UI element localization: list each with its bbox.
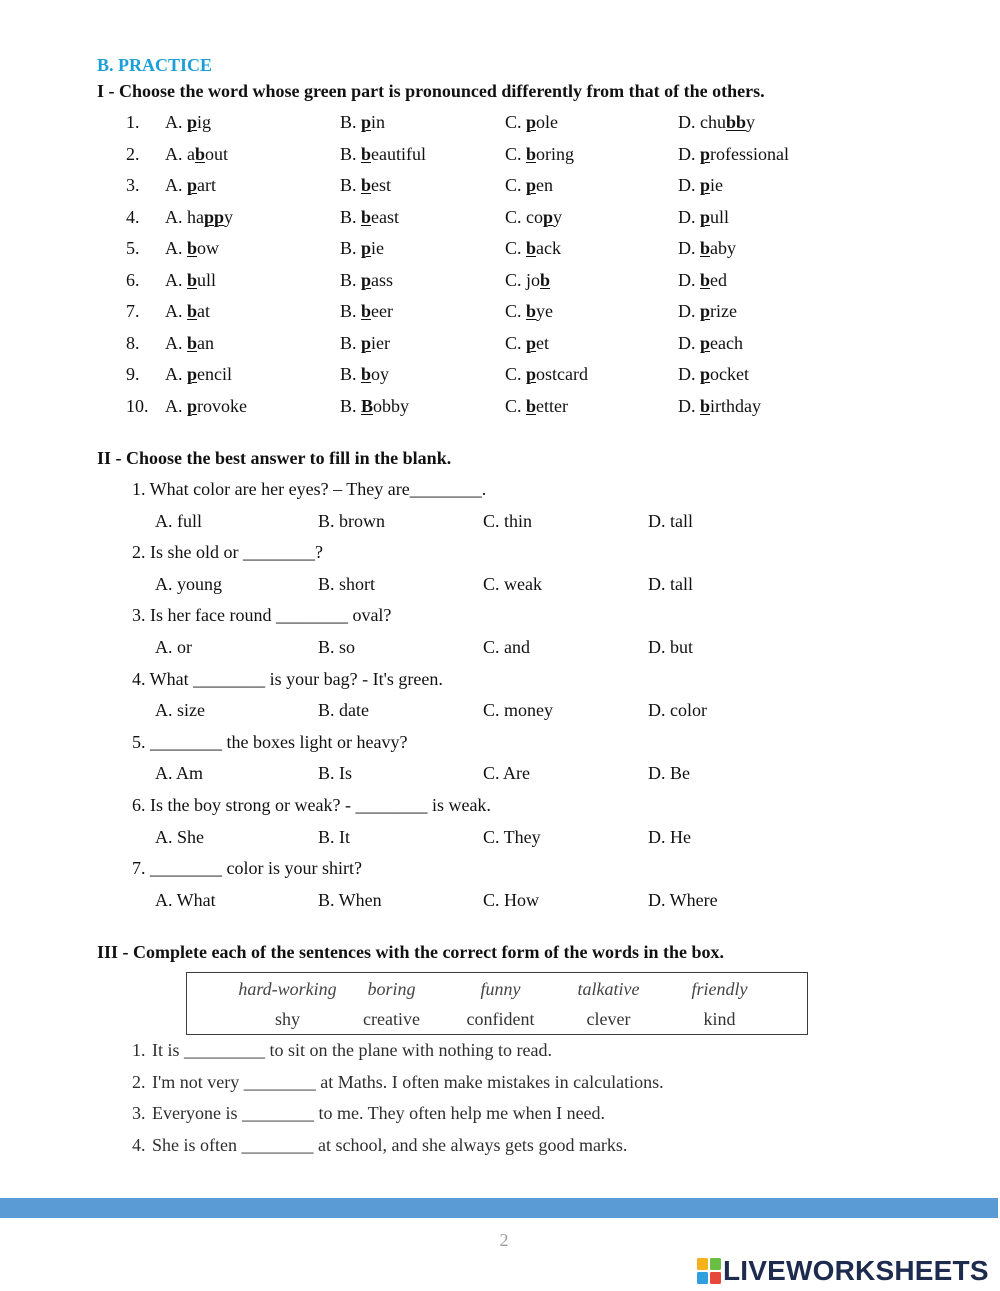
part1-question-9-option-c xyxy=(505,364,588,384)
word-part: rofessional xyxy=(710,143,789,164)
word-box xyxy=(186,972,808,1035)
option-letter: D. xyxy=(678,238,696,259)
part1-heading: I - Choose the word whose green part is pronounced differently from that of the others. xyxy=(97,81,765,101)
question-number: 4. xyxy=(126,206,140,227)
option-letter: C. xyxy=(505,364,522,385)
part1-question-8-option-d xyxy=(678,333,743,353)
part1-question-3-option-c xyxy=(505,175,553,195)
question-text: 3. Is her face round ________ oval? xyxy=(132,605,392,626)
question-number: 2. xyxy=(126,143,140,164)
option-letter: C. xyxy=(505,175,522,196)
part1-question-1-option-c xyxy=(505,112,558,132)
option-letter: C. xyxy=(505,206,522,227)
part2-question-1-option-c: C. thin xyxy=(483,510,533,531)
part1-question-6-option-c xyxy=(505,270,550,290)
part2-heading: II - Choose the best answer to fill in the blank. xyxy=(97,448,452,468)
option-letter: B. xyxy=(340,269,357,290)
option-letter: D. xyxy=(678,175,696,196)
part2-question-3-option-d: D. but xyxy=(648,636,693,657)
option-letter: B. xyxy=(340,395,357,416)
option-letter: B. xyxy=(340,332,357,353)
question-number: 8. xyxy=(126,332,140,353)
option-letter: B. xyxy=(340,301,357,322)
part2-question-2-option-a: A. young xyxy=(155,573,222,594)
part1-question-6-option-d xyxy=(678,270,727,290)
part1-question-5-option-b xyxy=(340,238,384,258)
word-part: a xyxy=(187,143,195,164)
highlighted-sound: pp xyxy=(204,206,225,227)
word-part: eautiful xyxy=(371,143,427,164)
part2-question-5-option-d: D. Be xyxy=(648,763,690,784)
word-part: ig xyxy=(197,112,212,132)
part2-question-7-option-a: A. What xyxy=(155,889,216,910)
highlighted-sound: p xyxy=(700,175,711,196)
part1-question-6 xyxy=(0,270,1000,302)
part2-question-3-options xyxy=(0,637,1000,669)
highlighted-sound: p xyxy=(526,332,537,353)
word-box-word: clever xyxy=(586,1009,631,1029)
highlighted-sound: p xyxy=(700,206,711,227)
highlighted-sound: b xyxy=(700,395,711,416)
part2-question-6-option-b: B. It xyxy=(318,826,351,847)
highlighted-sound: b xyxy=(526,238,537,259)
word-part: in xyxy=(371,112,386,132)
question-number: 3. xyxy=(126,175,140,196)
part2-question-4-option-c: C. money xyxy=(483,700,553,721)
word-part: ull xyxy=(197,269,217,290)
part1-question-1-option-a xyxy=(165,112,211,132)
word-part: ie xyxy=(710,175,724,196)
word-part: rize xyxy=(710,301,737,322)
part1-question-9-option-b xyxy=(340,364,389,384)
logo-tile xyxy=(710,1258,721,1270)
part2-question-6-option-c: C. They xyxy=(483,826,541,847)
part2-question-4-option-a: A. size xyxy=(155,700,205,721)
part1-question-7 xyxy=(0,301,1000,333)
option-letter: C. xyxy=(505,269,522,290)
highlighted-sound: b xyxy=(526,301,537,322)
word-box-word: boring xyxy=(367,978,416,999)
part2-question-5-option-b: B. Is xyxy=(318,763,353,784)
word-part: chu xyxy=(700,112,726,132)
option-letter: A. xyxy=(165,269,183,290)
part1-question-2-option-a xyxy=(165,144,228,164)
option-letter: A. xyxy=(165,238,183,259)
option-letter: B. xyxy=(340,112,357,132)
word-part: out xyxy=(205,143,229,164)
option-letter: D. xyxy=(678,395,696,416)
word-part: y xyxy=(224,206,234,227)
part1-question-10-option-a xyxy=(165,396,247,416)
sentence-text: It is _________ to sit on the plane with nothing to read. xyxy=(152,1040,552,1060)
word-part: irthday xyxy=(710,395,762,416)
option-letter: B. xyxy=(340,238,357,259)
part1-question-1-option-d xyxy=(678,112,755,132)
part1-question-8-option-a xyxy=(165,333,214,353)
word-box-word: creative xyxy=(363,1009,420,1029)
part1-question-8 xyxy=(0,333,1000,365)
word-part: ie xyxy=(371,238,385,259)
part1-question-7-option-a xyxy=(165,301,210,321)
option-letter: D. xyxy=(678,143,696,164)
part1-question-7-option-d xyxy=(678,301,737,321)
highlighted-sound: b xyxy=(526,395,537,416)
part1-question-3-option-a xyxy=(165,175,216,195)
word-part: ass xyxy=(371,269,394,290)
highlighted-sound: p xyxy=(187,364,198,385)
part2-question-5 xyxy=(0,732,1000,764)
part2-question-4 xyxy=(0,669,1000,701)
option-letter: C. xyxy=(505,143,522,164)
question-text: 7. ________ color is your shirt? xyxy=(132,858,362,879)
word-part: east xyxy=(371,206,400,227)
part1-question-4-option-c xyxy=(505,207,562,227)
logo-tile xyxy=(697,1272,708,1284)
part2-question-1-options xyxy=(0,511,1000,543)
highlighted-sound: b xyxy=(187,238,198,259)
part1-question-3-option-d xyxy=(678,175,723,195)
sentence-text: Everyone is ________ to me. They often help me when I need. xyxy=(152,1103,606,1124)
part2-question-4-options xyxy=(0,700,1000,732)
option-letter: A. xyxy=(165,206,183,227)
word-part: eer xyxy=(371,301,394,322)
word-part: y xyxy=(553,206,563,227)
part2-question-6-option-d: D. He xyxy=(648,826,691,847)
word-part: ostcard xyxy=(536,364,589,385)
word-box-row-1 xyxy=(187,979,807,999)
part2-question-1 xyxy=(0,479,1000,511)
word-part: co xyxy=(526,206,544,227)
sentence-text: She is often ________ at school, and she always gets good marks. xyxy=(152,1134,628,1155)
part2-question-2 xyxy=(0,542,1000,574)
part1-question-10-option-c xyxy=(505,396,568,416)
word-part: ow xyxy=(197,238,220,259)
word-part: et xyxy=(536,332,550,353)
word-box-word: hard-working xyxy=(238,978,337,999)
word-box-word: confident xyxy=(466,1009,535,1029)
highlighted-sound: b xyxy=(361,364,372,385)
part2-question-7-option-d: D. Where xyxy=(648,889,718,910)
sentence-number: 3. xyxy=(132,1103,146,1124)
question-text: 1. What color are her eyes? – They are________. xyxy=(132,479,487,499)
question-number: 1. xyxy=(126,112,140,132)
part1-question-5 xyxy=(0,238,1000,270)
question-number: 10. xyxy=(126,395,149,416)
word-part: ye xyxy=(536,301,554,322)
option-letter: C. xyxy=(505,332,522,353)
word-part: art xyxy=(197,175,216,196)
word-part: etter xyxy=(536,395,569,416)
part2-question-7-option-b: B. When xyxy=(318,889,382,910)
highlighted-sound: b xyxy=(195,143,206,164)
highlighted-sound: b xyxy=(361,301,372,322)
highlighted-sound: p xyxy=(700,364,711,385)
part2-question-7 xyxy=(0,858,1000,890)
highlighted-sound: B xyxy=(361,395,374,416)
option-letter: A. xyxy=(165,395,183,416)
part3-sentence-3 xyxy=(0,1103,1000,1135)
part1-question-9-option-d xyxy=(678,364,749,384)
option-letter: C. xyxy=(505,395,522,416)
highlighted-sound: p xyxy=(526,112,537,132)
option-letter: A. xyxy=(165,364,183,385)
question-number: 5. xyxy=(126,238,140,259)
highlighted-sound: p xyxy=(700,332,711,353)
option-letter: D. xyxy=(678,301,696,322)
part1-question-8-option-b xyxy=(340,333,390,353)
word-part: ha xyxy=(187,206,204,227)
part2-question-6 xyxy=(0,795,1000,827)
question-text: 2. Is she old or ________? xyxy=(132,542,323,563)
part1-question-5-option-c xyxy=(505,238,561,258)
liveworksheets-logo-icon xyxy=(697,1258,721,1284)
part1-question-8-option-c xyxy=(505,333,549,353)
part1-question-3-option-b xyxy=(340,175,391,195)
part3-sentence-1 xyxy=(0,1040,1000,1072)
part2-question-3 xyxy=(0,605,1000,637)
part1-question-5-option-d xyxy=(678,238,736,258)
highlighted-sound: p xyxy=(187,112,198,132)
part1-question-4-option-b xyxy=(340,207,399,227)
part2-question-4-option-b: B. date xyxy=(318,700,369,721)
highlighted-sound: b xyxy=(187,332,198,353)
highlighted-sound: b xyxy=(361,206,372,227)
word-part: oy xyxy=(371,364,390,385)
part2-question-2-option-b: B. short xyxy=(318,573,376,594)
word-part: ole xyxy=(536,112,559,132)
part1-question-6-option-b xyxy=(340,270,393,290)
word-box-row-2 xyxy=(187,1009,807,1029)
highlighted-sound: b xyxy=(361,175,372,196)
word-part: each xyxy=(710,332,743,353)
part2-question-7-options xyxy=(0,890,1000,922)
option-letter: C. xyxy=(505,238,522,259)
word-part: ed xyxy=(710,269,728,290)
question-text: 6. Is the boy strong or weak? - ________ is weak. xyxy=(132,794,491,815)
part1-question-9 xyxy=(0,364,1000,396)
option-letter: A. xyxy=(165,175,183,196)
part1-question-2-option-d xyxy=(678,144,789,164)
highlighted-sound: p xyxy=(526,364,537,385)
word-box-word: kind xyxy=(703,1009,736,1029)
part1-question-list xyxy=(0,112,1000,427)
part2-question-2-options xyxy=(0,574,1000,606)
part2-question-6-option-a: A. She xyxy=(155,826,204,847)
highlighted-sound: p xyxy=(361,332,372,353)
part1-question-7-option-b xyxy=(340,301,393,321)
option-letter: C. xyxy=(505,301,522,322)
word-box-word: talkative xyxy=(577,978,640,999)
question-number: 9. xyxy=(126,364,140,385)
part3-sentence-4 xyxy=(0,1135,1000,1167)
highlighted-sound: p xyxy=(361,112,372,132)
question-number: 7. xyxy=(126,301,140,322)
part1-question-6-option-a xyxy=(165,270,216,290)
part2-question-2-option-c: C. weak xyxy=(483,573,542,594)
part1-question-1 xyxy=(0,112,1000,144)
part1-question-1-option-b xyxy=(340,112,385,132)
word-part: ull xyxy=(710,206,730,227)
part1-question-10 xyxy=(0,396,1000,428)
word-part: est xyxy=(371,175,392,196)
part2-question-4-option-d: D. color xyxy=(648,700,707,721)
option-letter: D. xyxy=(678,269,696,290)
part1-question-10-option-b xyxy=(340,396,409,416)
word-box-word: friendly xyxy=(691,978,748,999)
question-number: 6. xyxy=(126,269,140,290)
word-box-word: funny xyxy=(480,978,521,999)
highlighted-sound: p xyxy=(361,269,372,290)
option-letter: B. xyxy=(340,206,357,227)
option-letter: C. xyxy=(505,112,522,132)
part3-sentence-list xyxy=(0,1040,1000,1166)
word-part: ocket xyxy=(710,364,749,385)
option-letter: A. xyxy=(165,112,183,132)
part1-question-10-option-d xyxy=(678,396,761,416)
highlighted-sound: p xyxy=(187,395,198,416)
part2-question-3-option-b: B. so xyxy=(318,636,356,657)
part1-question-2 xyxy=(0,144,1000,176)
part3-sentence-2 xyxy=(0,1072,1000,1104)
highlighted-sound: p xyxy=(361,238,372,259)
part1-question-2-option-b xyxy=(340,144,426,164)
part2-question-2-option-d: D. tall xyxy=(648,573,693,594)
highlighted-sound: b xyxy=(700,238,711,259)
part2-question-5-options xyxy=(0,763,1000,795)
part2-question-1-option-a: A. full xyxy=(155,510,202,531)
logo-tile xyxy=(697,1258,708,1270)
part1-question-2-option-c xyxy=(505,144,574,164)
part1-question-9-option-a xyxy=(165,364,232,384)
part2-question-list xyxy=(0,479,1000,921)
part3-heading: III - Complete each of the sentences with the correct form of the words in the box. xyxy=(97,942,725,962)
word-part: aby xyxy=(710,238,737,259)
word-part: at xyxy=(197,301,211,322)
part1-question-4-option-a xyxy=(165,207,233,227)
word-part: rovoke xyxy=(197,395,247,416)
highlighted-sound: b xyxy=(540,269,551,290)
part2-question-6-options xyxy=(0,827,1000,859)
brand-name: LIVEWORKSHEETS xyxy=(723,1255,989,1286)
part2-question-1-option-b: B. brown xyxy=(318,510,385,531)
part2-question-5-option-a: A. Am xyxy=(155,763,204,784)
section-title: B. PRACTICE xyxy=(97,55,213,75)
highlighted-sound: b xyxy=(361,143,372,164)
word-part: jo xyxy=(526,269,541,290)
option-letter: D. xyxy=(678,364,696,385)
word-box-word: shy xyxy=(274,1009,300,1029)
page-number: 2 xyxy=(499,1230,509,1250)
option-letter: A. xyxy=(165,301,183,322)
part1-question-4-option-d xyxy=(678,207,729,227)
highlighted-sound: bb xyxy=(726,112,747,132)
sentence-number: 4. xyxy=(132,1134,146,1155)
word-part: obby xyxy=(373,395,410,416)
word-part: en xyxy=(536,175,554,196)
highlighted-sound: p xyxy=(543,206,554,227)
highlighted-sound: p xyxy=(700,143,711,164)
word-part: oring xyxy=(536,143,575,164)
highlighted-sound: b xyxy=(700,269,711,290)
part1-question-4 xyxy=(0,207,1000,239)
part2-question-7-option-c: C. How xyxy=(483,889,540,910)
sentence-number: 2. xyxy=(132,1071,146,1092)
option-letter: A. xyxy=(165,332,183,353)
highlighted-sound: b xyxy=(187,269,198,290)
sentence-number: 1. xyxy=(132,1040,146,1060)
option-letter: D. xyxy=(678,206,696,227)
part1-question-7-option-c xyxy=(505,301,553,321)
word-part: ack xyxy=(536,238,562,259)
highlighted-sound: b xyxy=(187,301,198,322)
part2-question-3-option-c: C. and xyxy=(483,636,530,657)
part2-question-5-option-c: C. Are xyxy=(483,763,530,784)
liveworksheets-logo[interactable] xyxy=(697,1256,989,1286)
footer-bar xyxy=(0,1198,998,1218)
word-part: encil xyxy=(197,364,232,385)
logo-tile xyxy=(710,1272,721,1284)
part1-question-3 xyxy=(0,175,1000,207)
word-part: ier xyxy=(371,332,391,353)
question-text: 4. What ________ is your bag? - It's green. xyxy=(132,668,443,689)
highlighted-sound: p xyxy=(700,301,711,322)
option-letter: B. xyxy=(340,364,357,385)
highlighted-sound: b xyxy=(526,143,537,164)
word-part: an xyxy=(197,332,215,353)
option-letter: A. xyxy=(165,143,183,164)
option-letter: D. xyxy=(678,112,696,132)
part2-question-3-option-a: A. or xyxy=(155,636,192,657)
part1-question-5-option-a xyxy=(165,238,219,258)
sentence-text: I'm not very ________ at Maths. I often make mistakes in calculations. xyxy=(152,1071,664,1092)
option-letter: D. xyxy=(678,332,696,353)
highlighted-sound: p xyxy=(526,175,537,196)
option-letter: B. xyxy=(340,143,357,164)
part2-question-1-option-d: D. tall xyxy=(648,510,693,531)
question-text: 5. ________ the boxes light or heavy? xyxy=(132,731,408,752)
highlighted-sound: p xyxy=(187,175,198,196)
word-part: y xyxy=(746,112,756,132)
option-letter: B. xyxy=(340,175,357,196)
